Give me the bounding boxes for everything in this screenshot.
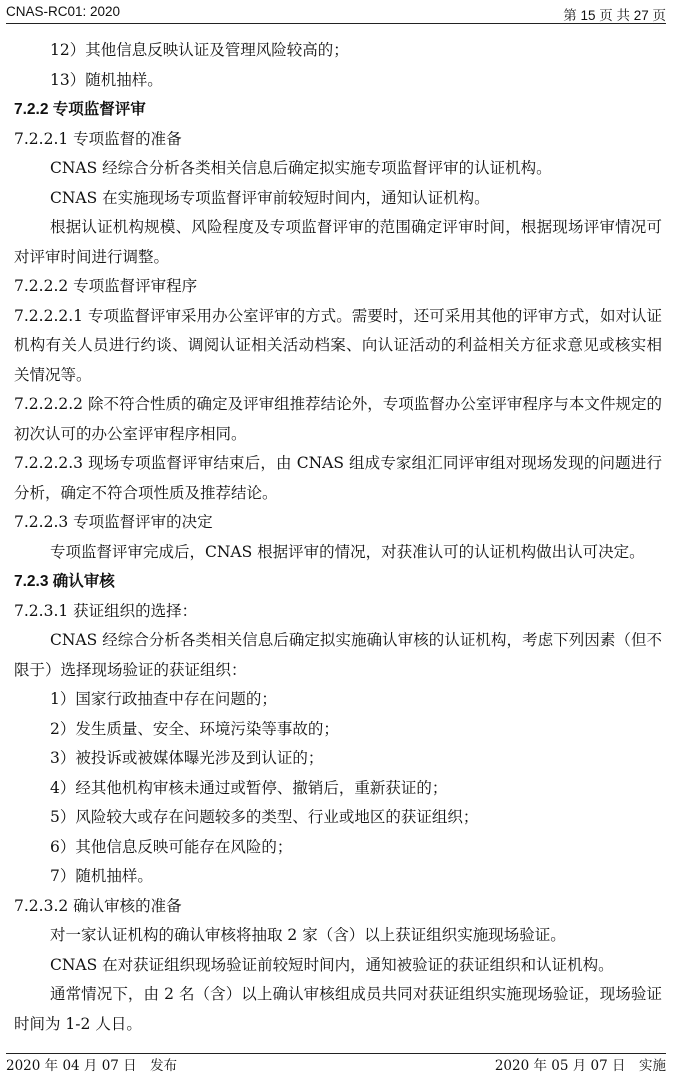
paragraph: CNAS 经综合分析各类相关信息后确定拟实施确认审核的认证机构，考虑下列因素（但不限于）选择现场验证的获证组织： — [14, 631, 662, 679]
text-line: 7）随机抽样。 — [50, 867, 153, 885]
paragraph: 7.2.2.2.2 除不符合性质的确定及评审组推荐结论外，专项监督办公室评审程序与本文件规定的初次认可的办公室评审程序相同。 — [14, 395, 662, 443]
page-footer — [6, 1054, 666, 1076]
text-line: 7.2.2.1 专项监督的准备 — [14, 129, 182, 148]
page-header — [6, 2, 666, 22]
text-line: CNAS 在实施现场专项监督评审前较短时间内，通知认证机构。 — [50, 188, 490, 207]
paragraph: 专项监督评审完成后，CNAS 根据评审的情况，对获准认可的认证机构做出认可决定。 — [50, 542, 645, 561]
paragraph: 7.2.2.2.3 现场专项监督评审结束后，由 CNAS 组成专家组汇同评审组对现场发现的问题进行分析，确定不符合项性质及推荐结论。 — [14, 454, 662, 502]
text-line: 5）风险较大或存在问题较多的类型、行业或地区的获证组织； — [50, 808, 479, 826]
text-line: 7.2.2.2 专项监督评审程序 — [14, 277, 198, 295]
page-number: 第 15 页 共 27 页 — [563, 8, 666, 23]
text-line: 6）其他信息反映可能存在风险的； — [50, 837, 293, 856]
text-line: 7.2.3.2 确认审核的准备 — [14, 896, 182, 915]
text-line: 1）国家行政抽查中存在问题的； — [50, 690, 277, 708]
text-line: 12）其他信息反映认证及管理风险较高的； — [50, 41, 349, 59]
effective-date: 2020 年 05 月 07 日 实施 — [494, 1058, 666, 1074]
document-body — [14, 36, 662, 1039]
document-id: CNAS-RC01: 2020 — [6, 4, 121, 19]
text-line: CNAS 经综合分析各类相关信息后确定拟实施专项监督评审的认证机构。 — [50, 159, 552, 177]
header-rule — [6, 23, 666, 24]
text-line: 2）发生质量、安全、环境污染等事故的； — [50, 719, 339, 738]
paragraph: 根据认证机构规模、风险程度及专项监督评审的范围确定评审时间，根据现场评审情况可对评审时间进行调整。 — [14, 218, 662, 266]
paragraph: 7.2.2.2.1 专项监督评审采用办公室评审的方式。需要时，还可采用其他的评审方式，如对认证机构有关人员进行约谈、调阅认证相关活动档案、向认证活动的利益相关方征求意见或核实相关情况等。 — [14, 306, 662, 384]
text-line: 7.2.2.3 专项监督评审的决定 — [14, 513, 213, 531]
text-line: 13）随机抽样。 — [50, 70, 163, 89]
text-line: 7.2.3.1 获证组织的选择： — [14, 601, 198, 620]
section-heading: 7.2.2 专项监督评审 — [14, 101, 146, 118]
paragraph: CNAS 在对获证组织现场验证前较短时间内，通知被验证的获证组织和认证机构。 — [50, 955, 614, 974]
paragraph: 通常情况下，由 2 名（含）以上确认审核组成员共同对获证组织实施现场验证，现场验证时间为 1-2 人日。 — [14, 985, 662, 1033]
publish-date: 2020 年 04 月 07 日 发布 — [6, 1058, 178, 1074]
section-heading: 7.2.3 确认审核 — [14, 573, 115, 590]
text-line: 3）被投诉或被媒体曝光涉及到认证的； — [50, 749, 324, 767]
text-line: 4）经其他机构审核未通过或暂停、撤销后，重新获证的； — [50, 778, 448, 797]
text-line: 对一家认证机构的确认审核将抽取 2 家（含）以上获证组织实施现场验证。 — [50, 926, 566, 944]
